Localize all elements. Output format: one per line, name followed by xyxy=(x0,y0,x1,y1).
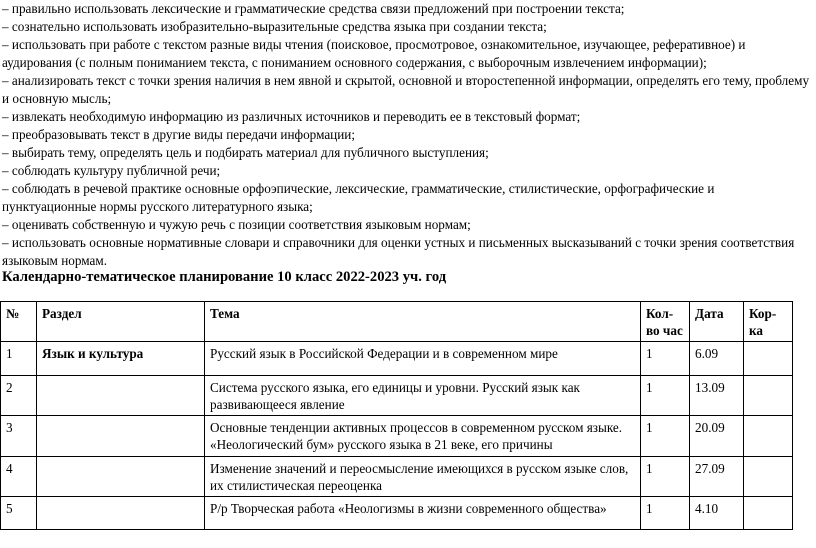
cell-num: 5 xyxy=(1,497,37,530)
cell-date: 4.10 xyxy=(690,497,744,530)
cell-section: Язык и культура xyxy=(37,342,205,376)
cell-date: 6.09 xyxy=(690,342,744,376)
planning-table xyxy=(0,301,793,530)
cell-corr xyxy=(744,497,793,530)
requirement-item: – соблюдать культуру публичной речи; xyxy=(2,163,221,178)
header-topic: Тема xyxy=(205,302,641,342)
cell-corr xyxy=(744,457,793,497)
cell-topic: Р/р Творческая работа «Неологизмы в жизни современного общества» xyxy=(205,497,641,530)
requirement-item: – анализировать текст с точки зрения наличия в нем явной и скрытой, основной и второстепенной информации, определять его тему, проблему и основную мысль; xyxy=(2,73,810,106)
header-corr: Кор-ка xyxy=(744,302,793,342)
cell-corr xyxy=(744,416,793,457)
cell-section xyxy=(37,416,205,457)
header-num: № xyxy=(1,302,37,342)
cell-hours: 1 xyxy=(641,342,690,376)
cell-section xyxy=(37,497,205,530)
requirement-item: – извлекать необходимую информацию из различных источников и переводить ее в текстовый формат; xyxy=(2,109,581,124)
requirements-list xyxy=(2,0,812,270)
cell-num: 3 xyxy=(1,416,37,457)
table-row xyxy=(1,497,793,530)
cell-section xyxy=(37,457,205,497)
cell-corr xyxy=(744,376,793,416)
cell-date: 20.09 xyxy=(690,416,744,457)
cell-date: 27.09 xyxy=(690,457,744,497)
header-hours: Кол-во час xyxy=(641,302,690,342)
table-header-row xyxy=(1,302,793,342)
table-row xyxy=(1,457,793,497)
requirement-item: – оценивать собственную и чужую речь с позиции соответствия языковым нормам; xyxy=(2,217,471,232)
cell-hours: 1 xyxy=(641,457,690,497)
requirement-item: – использовать основные нормативные словари и справочники для оценки устных и письменных высказываний с точки зрения соответствия языковым нормам. xyxy=(2,235,795,268)
requirement-item: – выбирать тему, определять цель и подбирать материал для публичного выступления; xyxy=(2,145,489,160)
table-row xyxy=(1,416,793,457)
cell-topic: Система русского языка, его единицы и уровни. Русский язык как развивающееся явление xyxy=(205,376,641,416)
table-row xyxy=(1,342,793,376)
cell-topic: Изменение значений и переосмысление имеющихся в русском языке слов, их стилистическая переоценка xyxy=(205,457,641,497)
cell-section xyxy=(37,376,205,416)
requirement-item: – соблюдать в речевой практике основные орфоэпические, лексические, грамматические, стилистические, орфографические и пунктуационные нормы русского литературного языка; xyxy=(2,181,715,214)
cell-num: 4 xyxy=(1,457,37,497)
cell-topic: Русский язык в Российской Федерации и в современном мире xyxy=(205,342,641,376)
cell-num: 2 xyxy=(1,376,37,416)
cell-hours: 1 xyxy=(641,376,690,416)
requirement-item: – использовать при работе с текстом разные виды чтения (поисковое, просмотровое, ознакомительное, изучающее, реферативное) и аудирования (с полным пониманием текста, с пониманием основного содержания, с выборочным извлечением информации); xyxy=(2,37,746,70)
requirement-item: – преобразовывать текст в другие виды передачи информации; xyxy=(2,127,356,142)
cell-hours: 1 xyxy=(641,497,690,530)
cell-date: 13.09 xyxy=(690,376,744,416)
header-date: Дата xyxy=(690,302,744,342)
cell-num: 1 xyxy=(1,342,37,376)
cell-corr xyxy=(744,342,793,376)
table-row xyxy=(1,376,793,416)
requirement-item: – правильно использовать лексические и грамматические средства связи предложений при построении текста; xyxy=(2,1,625,16)
planning-heading: Календарно-тематическое планирование 10 класс 2022-2023 уч. год xyxy=(2,269,447,285)
cell-topic: Основные тенденции активных процессов в современном русском языке. «Неологический бум» русского языка в 21 веке, его причины xyxy=(205,416,641,457)
requirement-item: – сознательно использовать изобразительно-выразительные средства языка при создании текста; xyxy=(2,19,547,34)
cell-hours: 1 xyxy=(641,416,690,457)
header-section: Раздел xyxy=(37,302,205,342)
